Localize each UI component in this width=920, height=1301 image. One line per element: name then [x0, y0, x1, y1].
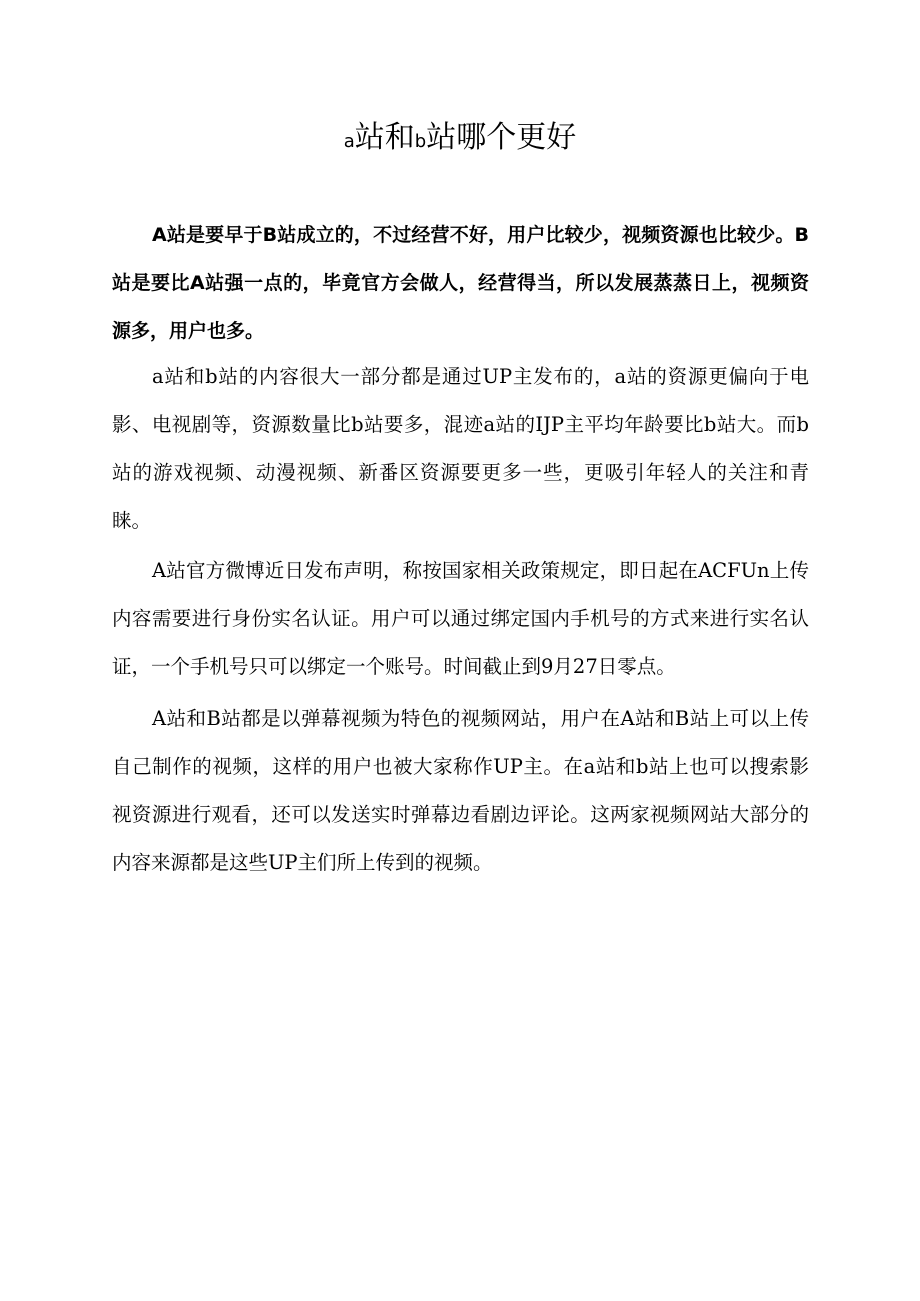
title-letter-a: a: [343, 131, 355, 152]
paragraph-2: a站和b站的内容很大一部分都是通过UP主发布的，a站的资源更偏向于电影、电视剧等，资源数量比b站要多，混迹a站的IJP主平均年龄要比b站大。而b站的游戏视频、动漫视频、新番区资源要更多一些，更吸引年轻人的关注和青睐。: [112, 365, 809, 532]
page-title: [0, 116, 920, 164]
paragraph-1: A站是要早于B站成立的，不过经营不好，用户比较少，视频资源也比较少。B站是要比A站强一点的，毕竟官方会做人，经营得当，所以发展蒸蒸日上，视频资源多，用户也多。: [112, 224, 809, 342]
title-letter-b: b: [414, 131, 427, 152]
document-body: [112, 211, 809, 887]
paragraph-4: A站和B站都是以弹幕视频为特色的视频网站，用户在A站和B站上可以上传自己制作的视频，这样的用户也被大家称作UP主。在a站和b站上也可以搜索影视资源进行观看，还可以发送实时弹幕边看剧边评论。这两家视频网站大部分的内容来源都是这些UP主们所上传到的视频。: [112, 707, 809, 874]
title-text-2: 站哪个更好: [426, 120, 577, 155]
paragraph-3: A站官方微博近日发布声明，称按国家相关政策规定，即日起在ACFUn上传内容需要进行身份实名认证。用户可以通过绑定国内手机号的方式来进行实名认证，一个手机号只可以绑定一个账号。时间截止到9月27日零点。: [112, 559, 809, 678]
title-text-1: 站和: [354, 120, 415, 155]
